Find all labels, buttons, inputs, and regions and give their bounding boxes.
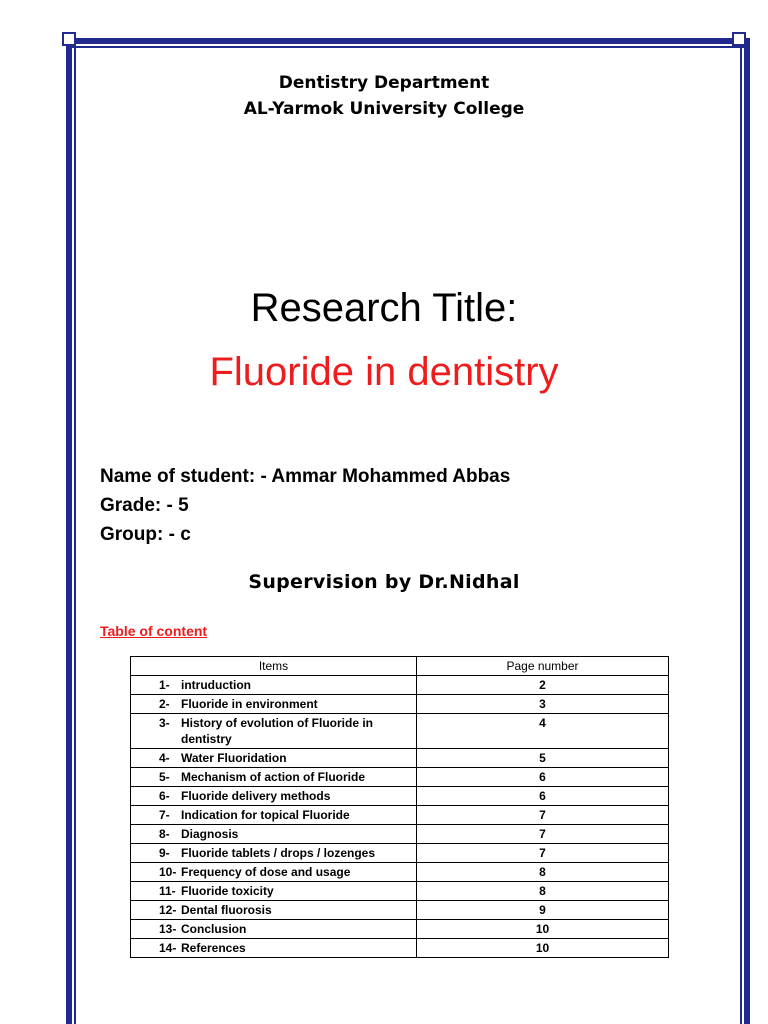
toc-item-number: 9- — [159, 846, 170, 860]
toc-item-text: Fluoride delivery methods — [181, 789, 331, 803]
student-info — [100, 462, 510, 549]
toc-row — [131, 695, 669, 714]
toc-item-cell — [131, 676, 417, 695]
toc-row — [131, 714, 669, 749]
college-name: AL-Yarmok University College — [243, 99, 525, 119]
toc-row — [131, 920, 669, 939]
toc-item-text: References — [181, 941, 246, 955]
toc-page-number: 10 — [417, 939, 669, 958]
toc-item-cell — [131, 714, 417, 749]
toc-item-cell — [131, 768, 417, 787]
toc-page-number: 8 — [417, 863, 669, 882]
toc-page-number: 8 — [417, 882, 669, 901]
toc-item-cell — [131, 901, 417, 920]
toc-item-cell — [131, 695, 417, 714]
toc-item-number: 13- — [159, 922, 177, 936]
toc-page-number: 6 — [417, 768, 669, 787]
toc-item-text: intruduction — [181, 678, 251, 692]
page-border-top — [68, 38, 748, 44]
research-title: Fluoride in dentistry — [209, 350, 559, 394]
toc-item-cell — [131, 863, 417, 882]
research-title-label: Research Title: — [250, 286, 518, 330]
toc-page-number: 7 — [417, 825, 669, 844]
toc-item-number: 7- — [159, 808, 170, 822]
toc-item-text: History of evolution of Fluoride in dentistry — [181, 716, 373, 746]
toc-page-number: 4 — [417, 714, 669, 749]
page-border-right-inner — [740, 46, 742, 1024]
toc-row — [131, 901, 669, 920]
toc-item-number: 8- — [159, 827, 170, 841]
toc-item-number: 5- — [159, 770, 170, 784]
toc-item-number: 6- — [159, 789, 170, 803]
toc-item-text: Water Fluoridation — [181, 751, 287, 765]
toc-page-number: 7 — [417, 806, 669, 825]
document-header — [0, 70, 768, 122]
toc-item-cell — [131, 749, 417, 768]
page-border-left — [66, 38, 72, 1024]
toc-item-cell — [131, 939, 417, 958]
toc-item-cell — [131, 920, 417, 939]
page-border-left-inner — [74, 46, 76, 1024]
border-corner-top-left — [62, 32, 76, 46]
toc-item-text: Mechanism of action of Fluoride — [181, 770, 366, 784]
toc-item-number: 3- — [159, 716, 170, 730]
toc-row — [131, 768, 669, 787]
toc-item-text: Conclusion — [181, 922, 247, 936]
toc-item-number: 2- — [159, 697, 170, 711]
toc-row — [131, 882, 669, 901]
toc-row — [131, 844, 669, 863]
toc-item-number: 14- — [159, 941, 177, 955]
toc-item-number: 12- — [159, 903, 177, 917]
toc-item-text: Fluoride toxicity — [181, 884, 274, 898]
toc-page-number: 6 — [417, 787, 669, 806]
toc-col-items: Items — [131, 657, 417, 676]
toc-item-text: Dental fluorosis — [181, 903, 272, 917]
toc-item-cell — [131, 806, 417, 825]
page-border-right — [744, 38, 750, 1024]
toc-row — [131, 806, 669, 825]
toc-item-number: 4- — [159, 751, 170, 765]
toc-item-text: Fluoride in environment — [181, 697, 318, 711]
toc-item-text: Indication for topical Fluoride — [181, 808, 350, 822]
student-name: Name of student: - Ammar Mohammed Abbas — [100, 466, 511, 487]
toc-item-cell — [131, 882, 417, 901]
student-group: Group: - c — [100, 524, 191, 545]
toc-page-number: 5 — [417, 749, 669, 768]
toc-row — [131, 676, 669, 695]
toc-row — [131, 825, 669, 844]
toc-item-text: Fluoride tablets / drops / lozenges — [181, 846, 376, 860]
toc-item-text: Frequency of dose and usage — [181, 865, 351, 879]
toc-col-page: Page number — [417, 657, 669, 676]
toc-item-number: 1- — [159, 678, 170, 692]
toc-row — [131, 787, 669, 806]
toc-page-number: 7 — [417, 844, 669, 863]
toc-row — [131, 939, 669, 958]
toc-row — [131, 863, 669, 882]
page-border-top-inner — [68, 46, 748, 48]
border-corner-top-right — [732, 32, 746, 46]
toc-item-number: 11- — [159, 884, 176, 898]
toc-page-number: 3 — [417, 695, 669, 714]
toc-page-number: 2 — [417, 676, 669, 695]
toc-item-cell — [131, 844, 417, 863]
toc-item-cell — [131, 825, 417, 844]
toc-heading: Table of content — [100, 623, 208, 639]
supervision-line: Supervision by Dr.Nidhal — [248, 571, 520, 593]
toc-item-cell — [131, 787, 417, 806]
toc-table — [130, 656, 669, 958]
toc-page-number: 9 — [417, 901, 669, 920]
toc-row — [131, 749, 669, 768]
toc-header-row — [131, 657, 669, 676]
toc-body — [131, 676, 669, 958]
student-grade: Grade: - 5 — [100, 495, 189, 516]
toc-item-number: 10- — [159, 865, 177, 879]
toc-page-number: 10 — [417, 920, 669, 939]
department-name: Dentistry Department — [278, 73, 490, 93]
toc-item-text: Diagnosis — [181, 827, 239, 841]
